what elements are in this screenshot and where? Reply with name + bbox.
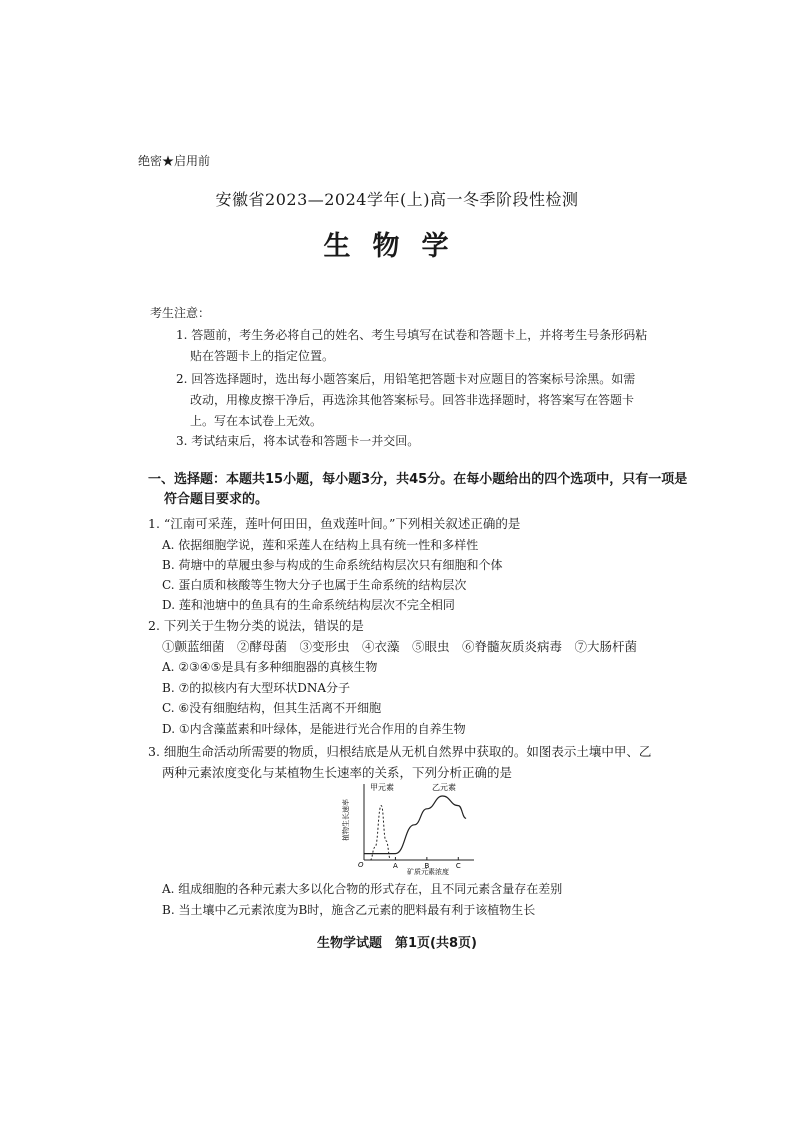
exam-title: 安徽省2023—2024学年(上)高一冬季阶段性检测 <box>215 190 579 209</box>
secret-mark: 绝密★启用前 <box>138 154 211 168</box>
series-yi-line <box>364 796 466 854</box>
q1-option-a: A. 依据细胞学说，莲和采莲人在结构上具有统一性和多样性 <box>162 538 479 552</box>
notice-line: 改动，用橡皮擦干净后，再选涂其他答案标号。回答非选择题时，将答案写在答题卡 <box>190 393 635 407</box>
x-tick-label: B <box>424 862 430 870</box>
q2-option-c: C. ⑥没有细胞结构，但其生活离不开细胞 <box>162 701 382 715</box>
notice-line: 3. 考试结束后，将本试卷和答题卡一并交回。 <box>176 434 420 448</box>
q2-option-a: A. ②③④⑤是具有多种细胞器的真核生物 <box>162 660 378 674</box>
page-footer: 生物学试题 第1页(共8页) <box>317 936 477 951</box>
subject-title: 生物学 <box>323 231 471 262</box>
notice-line: 1. 答题前，考生务必将自己的姓名、考生号填写在试卷和答题卡上，并将考生号条形码粘 <box>176 328 648 342</box>
q3-option-a: A. 组成细胞的各种元素大多以化合物的形式存在，且不同元素含量存在差别 <box>162 882 563 896</box>
section-heading-line: 一、选择题：本题共15小题，每小题3分，共45分。在每小题给出的四个选项中，只有一项是 <box>148 472 688 487</box>
notice-line: 上。写在本试卷上无效。 <box>190 414 323 428</box>
notice-line: 2. 回答选择题时，选出每小题答案后，用铅笔把答题卡对应题目的答案标号涂黑。如需 <box>176 372 636 386</box>
notice-heading: 考生注意： <box>150 306 211 320</box>
q1-option-c: C. 蛋白质和核酸等生物大分子也属于生命系统的结构层次 <box>162 578 467 592</box>
origin-label: O <box>358 861 364 869</box>
notice-line: 贴在答题卡上的指定位置。 <box>190 349 335 363</box>
x-tick-label: C <box>455 862 461 870</box>
q1-option-d: D. 莲和池塘中的鱼具有的生命系统结构层次不完全相同 <box>162 598 455 612</box>
y-axis-label: 植物生长速率 <box>342 799 350 841</box>
q3-option-b: B. 当土壤中乙元素浓度为B时，施含乙元素的肥料最有利于该植物生长 <box>162 903 536 917</box>
q2-option-b: B. ⑦的拟核内有大型环状DNA分子 <box>162 681 350 695</box>
growth-rate-chart <box>340 780 480 876</box>
section-heading-line: 符合题目要求的。 <box>164 492 269 507</box>
series-yi-label: 乙元素 <box>432 783 456 792</box>
x-tick-label: A <box>393 862 398 870</box>
series-jia-label: 甲元素 <box>370 783 394 792</box>
question-1-stem: 1. “江南可采莲，莲叶何田田，鱼戏莲叶间。”下列相关叙述正确的是 <box>148 516 521 531</box>
q2-option-d: D. ①内含藻蓝素和叶绿体，是能进行光合作用的自养生物 <box>162 722 466 736</box>
question-3-stem-cont: 两种元素浓度变化与某植物生长速率的关系，下列分析正确的是 <box>162 765 513 780</box>
question-3-stem: 3. 细胞生命活动所需要的物质，归根结底是从无机自然界中获取的。如图表示土壤中甲、乙 <box>148 744 652 759</box>
question-2-stem: 2. 下列关于生物分类的说法，错误的是 <box>148 618 364 633</box>
q1-option-b: B. 荷塘中的草履虫参与构成的生命系统结构层次只有细胞和个体 <box>162 558 503 572</box>
x-axis-label: 矿质元素浓度 <box>407 868 449 876</box>
q2-organism-list: ①颤蓝细菌 ②酵母菌 ③变形虫 ④衣藻 ⑤眼虫 ⑥脊髓灰质炎病毒 ⑦大肠杆菌 <box>162 639 638 654</box>
section-heading <box>148 470 687 510</box>
series-jia-line <box>370 806 390 860</box>
